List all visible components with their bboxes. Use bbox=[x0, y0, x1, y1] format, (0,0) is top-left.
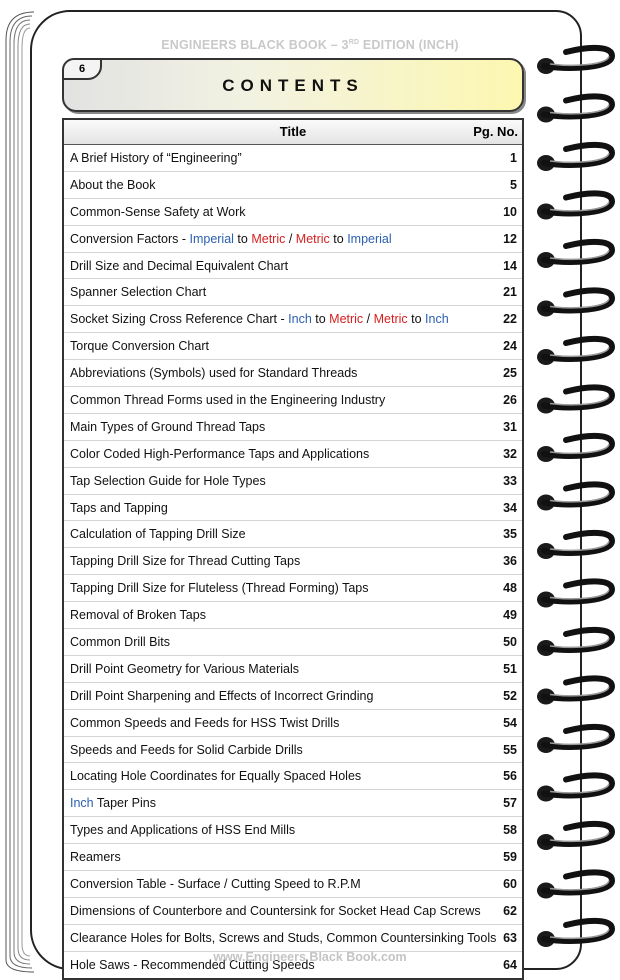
binding-ring bbox=[537, 581, 612, 607]
entry-title-part: to bbox=[329, 231, 348, 246]
column-title: Title bbox=[279, 124, 307, 139]
table-row bbox=[64, 790, 522, 817]
entry-page: 35 bbox=[503, 527, 517, 542]
entry-title bbox=[70, 420, 265, 434]
column-page: Pg. No. bbox=[473, 124, 518, 139]
entry-title-part: Removal of Broken Taps bbox=[70, 608, 206, 623]
entry-page: 56 bbox=[503, 769, 517, 784]
page-number: 6 bbox=[62, 58, 102, 80]
table-row bbox=[64, 763, 522, 790]
entry-title-part: Common Thread Forms used in the Engineering Industry bbox=[70, 393, 386, 408]
entry-title bbox=[70, 232, 392, 246]
binding-ring bbox=[537, 630, 612, 656]
entry-title-part: Drill Point Geometry for Various Materials bbox=[70, 661, 300, 676]
entry-page: 59 bbox=[503, 850, 517, 865]
entry-title-part: Socket Sizing Cross Reference Chart - bbox=[70, 312, 289, 327]
entry-page: 1 bbox=[510, 151, 517, 165]
binding-ring bbox=[537, 48, 612, 74]
entry-title bbox=[70, 474, 266, 488]
entry-page: 36 bbox=[503, 554, 517, 569]
spiral-binding bbox=[530, 30, 620, 960]
entry-title bbox=[70, 796, 156, 810]
entry-title-part: Metric bbox=[295, 231, 330, 246]
binding-ring bbox=[537, 484, 612, 510]
entry-title-part: Spanner Selection Chart bbox=[70, 285, 207, 300]
entry-title bbox=[70, 151, 242, 165]
entry-title-part: Color Coded High-Performance Taps and Applications bbox=[70, 446, 370, 461]
table-row bbox=[64, 871, 522, 898]
entry-page: 51 bbox=[503, 661, 517, 676]
entry-title-part: Drill Size and Decimal Equivalent Chart bbox=[70, 258, 289, 273]
table-header bbox=[64, 120, 522, 145]
entry-title-part: Reamers bbox=[70, 850, 121, 865]
entry-title bbox=[70, 312, 449, 326]
binding-ring bbox=[537, 339, 612, 365]
entry-title-part: Abbreviations (Symbols) used for Standard Threads bbox=[70, 366, 358, 381]
entry-title bbox=[70, 904, 481, 918]
entry-title bbox=[70, 581, 369, 595]
table-row bbox=[64, 226, 522, 253]
entry-title-part: Hole Saws - Recommended Cutting Speeds bbox=[70, 957, 315, 972]
binding-ring bbox=[537, 290, 612, 316]
entry-title-part: Metric bbox=[373, 312, 408, 327]
entry-title bbox=[70, 178, 155, 192]
table-row bbox=[64, 306, 522, 333]
entry-page: 32 bbox=[503, 446, 517, 461]
entry-title-part: to bbox=[233, 231, 252, 246]
entry-title bbox=[70, 823, 295, 837]
table-row bbox=[64, 575, 522, 602]
entry-page: 34 bbox=[503, 500, 517, 515]
entry-title-part: Taps and Tapping bbox=[70, 500, 168, 515]
entry-page: 49 bbox=[503, 608, 517, 623]
table-row bbox=[64, 414, 522, 441]
entry-title-part: Main Types of Ground Thread Taps bbox=[70, 419, 266, 434]
entry-title-part: Common-Sense Safety at Work bbox=[70, 204, 246, 219]
entry-title bbox=[70, 501, 168, 515]
entry-title-part: Speeds and Feeds for Solid Carbide Drills bbox=[70, 742, 303, 757]
entry-page: 52 bbox=[503, 688, 517, 703]
binding-ring bbox=[537, 727, 612, 753]
entry-title-part: A Brief History of “Engineering” bbox=[70, 151, 242, 165]
entry-title bbox=[70, 877, 361, 891]
table-row bbox=[64, 602, 522, 629]
binding-ring bbox=[537, 145, 612, 171]
binding-ring bbox=[537, 242, 612, 268]
entry-title-part: Metric bbox=[251, 231, 286, 246]
entry-title-part: Tapping Drill Size for Thread Cutting Taps bbox=[70, 554, 301, 569]
entry-title-part: Conversion Table - Surface / Cutting Speed to R.P.M bbox=[70, 877, 361, 892]
entry-title-part: About the Book bbox=[70, 177, 156, 192]
footer-url: www.Engineers Black Book.com bbox=[213, 950, 407, 964]
table-row bbox=[64, 279, 522, 306]
binding-ring bbox=[537, 921, 612, 947]
entry-title bbox=[70, 931, 496, 945]
entry-title bbox=[70, 393, 385, 407]
entry-page: 54 bbox=[503, 715, 517, 730]
entry-title-part: Taper Pins bbox=[93, 796, 156, 811]
table-row bbox=[64, 521, 522, 548]
table-row bbox=[64, 333, 522, 360]
entry-title-part: / bbox=[285, 231, 296, 246]
binding-ring bbox=[537, 533, 612, 559]
table-row bbox=[64, 199, 522, 226]
entry-title-part: Torque Conversion Chart bbox=[70, 339, 209, 354]
entry-page: 33 bbox=[503, 473, 517, 488]
table-row bbox=[64, 360, 522, 387]
entry-title-part: to bbox=[311, 312, 330, 327]
table-row bbox=[64, 548, 522, 575]
table-row bbox=[64, 172, 522, 199]
entry-title-part: Inch bbox=[288, 312, 312, 327]
binding-ring bbox=[537, 678, 612, 704]
binding-ring bbox=[537, 775, 612, 801]
entry-page: 25 bbox=[503, 366, 517, 381]
entry-page: 14 bbox=[503, 258, 517, 273]
binding-ring bbox=[537, 387, 612, 413]
entry-page: 21 bbox=[503, 285, 517, 300]
entry-title bbox=[70, 769, 361, 783]
table-row bbox=[64, 656, 522, 683]
entry-title bbox=[70, 716, 339, 730]
entry-page: 48 bbox=[503, 581, 517, 596]
entry-title bbox=[70, 850, 121, 864]
entry-title-part: Common Speeds and Feeds for HSS Twist Drills bbox=[70, 715, 340, 730]
table-body bbox=[64, 145, 522, 978]
table-row bbox=[64, 441, 522, 468]
entry-title bbox=[70, 447, 369, 461]
binding-ring bbox=[537, 824, 612, 850]
entry-page: 60 bbox=[503, 877, 517, 892]
entry-title-part: Calculation of Tapping Drill Size bbox=[70, 527, 246, 542]
entry-title-part: Metric bbox=[329, 312, 364, 327]
entry-title-part: Types and Applications of HSS End Mills bbox=[70, 823, 296, 838]
entry-title bbox=[70, 662, 299, 676]
entry-title bbox=[70, 339, 209, 353]
entry-title-part: Imperial bbox=[189, 231, 234, 246]
entry-title bbox=[70, 259, 288, 273]
entry-title-part: Tapping Drill Size for Fluteless (Thread Forming) Taps bbox=[70, 581, 369, 596]
table-row bbox=[64, 817, 522, 844]
entry-title bbox=[70, 689, 373, 703]
entry-page: 22 bbox=[503, 312, 517, 327]
entry-page: 58 bbox=[503, 823, 517, 838]
entry-title bbox=[70, 366, 357, 380]
entry-page: 63 bbox=[503, 930, 517, 945]
table-row bbox=[64, 844, 522, 871]
table-row bbox=[64, 710, 522, 737]
table-row bbox=[64, 495, 522, 522]
entry-title bbox=[70, 743, 303, 757]
entry-page: 31 bbox=[503, 419, 517, 434]
entry-title-part: Locating Hole Coordinates for Equally Spaced Holes bbox=[70, 769, 362, 784]
table-row bbox=[64, 898, 522, 925]
table-row bbox=[64, 387, 522, 414]
entry-page: 62 bbox=[503, 903, 517, 918]
entry-page: 57 bbox=[503, 796, 517, 811]
table-row bbox=[64, 629, 522, 656]
entry-page: 12 bbox=[503, 231, 517, 246]
entry-title bbox=[70, 608, 206, 622]
entry-title-part: Tap Selection Guide for Hole Types bbox=[70, 473, 266, 488]
contents-table bbox=[62, 118, 524, 980]
contents-title-box bbox=[62, 58, 524, 112]
table-row bbox=[64, 468, 522, 495]
entry-title bbox=[70, 554, 300, 568]
entry-title-part: Inch bbox=[425, 312, 449, 327]
entry-title-part: Drill Point Sharpening and Effects of Incorrect Grinding bbox=[70, 688, 374, 703]
book-header: ENGINEERS BLACK BOOK – 3RD EDITION (INCH) bbox=[161, 38, 459, 52]
entry-title bbox=[70, 285, 206, 299]
entry-title-part: Dimensions of Counterbore and Countersink for Socket Head Cap Screws bbox=[70, 903, 481, 918]
section-title: CONTENTS bbox=[222, 76, 364, 95]
table-row bbox=[64, 145, 522, 172]
entry-page: 10 bbox=[503, 204, 517, 219]
entry-title-part: Clearance Holes for Bolts, Screws and Studs, Common Countersinking Tools bbox=[70, 930, 497, 945]
binding-ring bbox=[537, 193, 612, 219]
entry-page: 64 bbox=[503, 957, 517, 972]
table-row bbox=[64, 253, 522, 280]
entry-page: 55 bbox=[503, 742, 517, 757]
binding-ring bbox=[537, 96, 612, 122]
entry-page: 24 bbox=[503, 339, 517, 354]
entry-page: 26 bbox=[503, 393, 517, 408]
entry-title-part: / bbox=[363, 312, 374, 327]
entry-page: 5 bbox=[510, 177, 517, 192]
entry-title bbox=[70, 527, 246, 541]
entry-title-part: Conversion Factors - bbox=[70, 231, 190, 246]
table-row bbox=[64, 683, 522, 710]
binding-ring bbox=[537, 436, 612, 462]
entry-title bbox=[70, 635, 170, 649]
entry-title-part: Imperial bbox=[347, 231, 392, 246]
binding-ring bbox=[537, 872, 612, 898]
entry-title-part: to bbox=[407, 312, 426, 327]
entry-page: 50 bbox=[503, 635, 517, 650]
entry-title-part: Inch bbox=[70, 796, 94, 811]
table-row bbox=[64, 925, 522, 952]
entry-title-part: Common Drill Bits bbox=[70, 635, 171, 650]
entry-title bbox=[70, 205, 246, 219]
table-row bbox=[64, 737, 522, 764]
